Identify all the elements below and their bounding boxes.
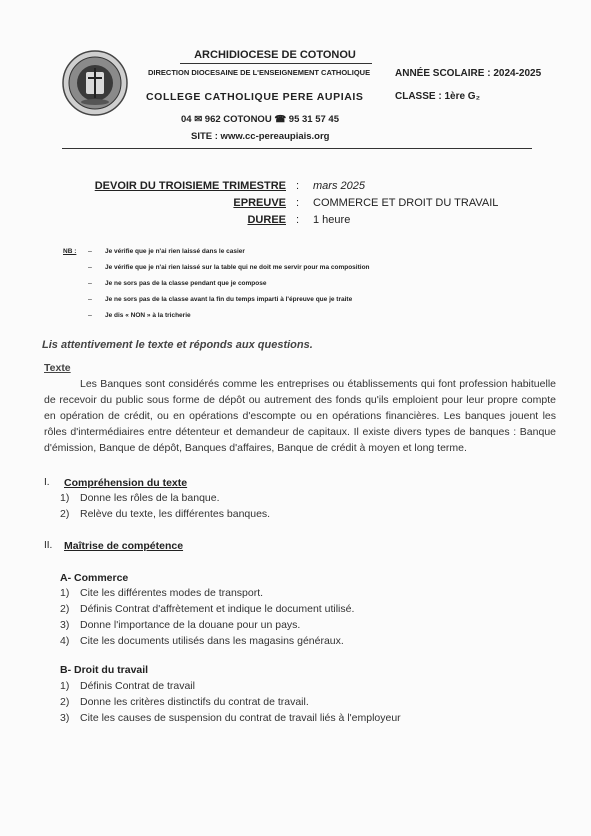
duree-value: 1 heure (313, 214, 351, 226)
devoir-date: mars 2025 (313, 180, 365, 192)
header-divider (62, 148, 532, 149)
question: Cite les documents utilisés dans les magasins généraux. (80, 635, 344, 647)
nb-item: Je vérifie que je n'ai rien laissé dans le casier (105, 248, 245, 255)
instruction: Lis attentivement le texte et réponds aux questions. (42, 339, 313, 351)
diocese-seal-logo (62, 50, 128, 116)
section-title: Compréhension du texte (64, 477, 188, 489)
devoir-label: DEVOIR DU TROISIEME TRIMESTRE (94, 180, 286, 192)
section-number: I. (44, 477, 50, 488)
divider (180, 63, 372, 64)
nb-dash: – (88, 264, 92, 271)
question-number: 3) (60, 712, 70, 724)
nb-dash: – (88, 296, 92, 303)
duree-label: DUREE (247, 214, 286, 226)
texte-title: Texte (44, 362, 71, 374)
question: Définis Contrat de travail (80, 680, 195, 692)
question: Donne les critères distinctifs du contrat de travail. (80, 696, 309, 708)
question-number: 1) (60, 680, 70, 692)
nb-dash: – (88, 312, 92, 319)
colon: : (296, 214, 300, 226)
diocese-title: ARCHIDIOCESE DE COTONOU (194, 49, 356, 61)
nb-item: Je ne sors pas de la classe avant la fin du temps imparti à l'épreuve que je traite (105, 296, 353, 303)
section-title: Maîtrise de compétence (64, 540, 184, 552)
question: Cite les différentes modes de transport. (80, 587, 264, 599)
nb-dash: – (88, 248, 92, 255)
college-name: COLLEGE CATHOLIQUE PERE AUPIAIS (146, 91, 364, 103)
epreuve-label: EPREUVE (233, 197, 286, 209)
question-number: 1) (60, 492, 70, 504)
section-number: II. (44, 540, 53, 551)
question-number: 2) (60, 603, 70, 615)
epreuve-value: COMMERCE ET DROIT DU TRAVAIL (313, 197, 499, 209)
part-a-title: A- Commerce (60, 572, 129, 584)
question-number: 2) (60, 696, 70, 708)
nb-dash: – (88, 280, 92, 287)
direction-title: DIRECTION DIOCESAINE DE L'ENSEIGNEMENT CATHOLIQUE (148, 68, 371, 77)
classe: CLASSE : 1ère G₂ (395, 91, 481, 102)
part-b-title: B- Droit du travail (60, 664, 149, 676)
annee-scolaire: ANNÉE SCOLAIRE : 2024-2025 (395, 68, 542, 79)
question-number: 1) (60, 587, 70, 599)
question: Cite les causes de suspension du contrat de travail liés à l'employeur (80, 712, 401, 724)
nb-item: Je ne sors pas de la classe pendant que je compose (105, 280, 267, 287)
nb-item: Je vérifie que je n'ai rien laissé sur la table qui ne doit me servir pour ma composition (105, 264, 370, 271)
nb-label: NB : (63, 248, 77, 255)
question-number: 4) (60, 635, 70, 647)
colon: : (296, 180, 300, 192)
question: Relève du texte, les différentes banques. (80, 508, 271, 520)
texte-body: Les Banques sont considérés comme les entreprises ou établissements qui font profession habituelle de recevoir du public sous forme de dépôt ou autrement des fonds qu'ils emploient pour leur propre compte en opération de crédit, ou en opérations d'escompte ou en opérations financières. Les banques jouent les rôles d'intermédiaires entre détenteur et demandeur de capitaux. Il existe divers types de banques : Banque d'émission, Banque de dépôt, Banques d'affaires, Banque de crédit à moyen et long terme. (44, 378, 556, 454)
question: Donne l'importance de la douane pour un pays. (80, 619, 301, 631)
colon: : (296, 197, 300, 209)
question: Définis Contrat d'affrètement et indique le document utilisé. (80, 603, 355, 615)
site-link[interactable]: SITE : www.cc-pereaupiais.org (191, 131, 330, 142)
contact-phone: 04 ✉ 962 COTONOU ☎ 95 31 57 45 (181, 114, 339, 125)
question-number: 3) (60, 619, 70, 631)
nb-item: Je dis « NON » à la tricherie (105, 312, 191, 319)
question: Donne les rôles de la banque. (80, 492, 220, 504)
question-number: 2) (60, 508, 70, 520)
